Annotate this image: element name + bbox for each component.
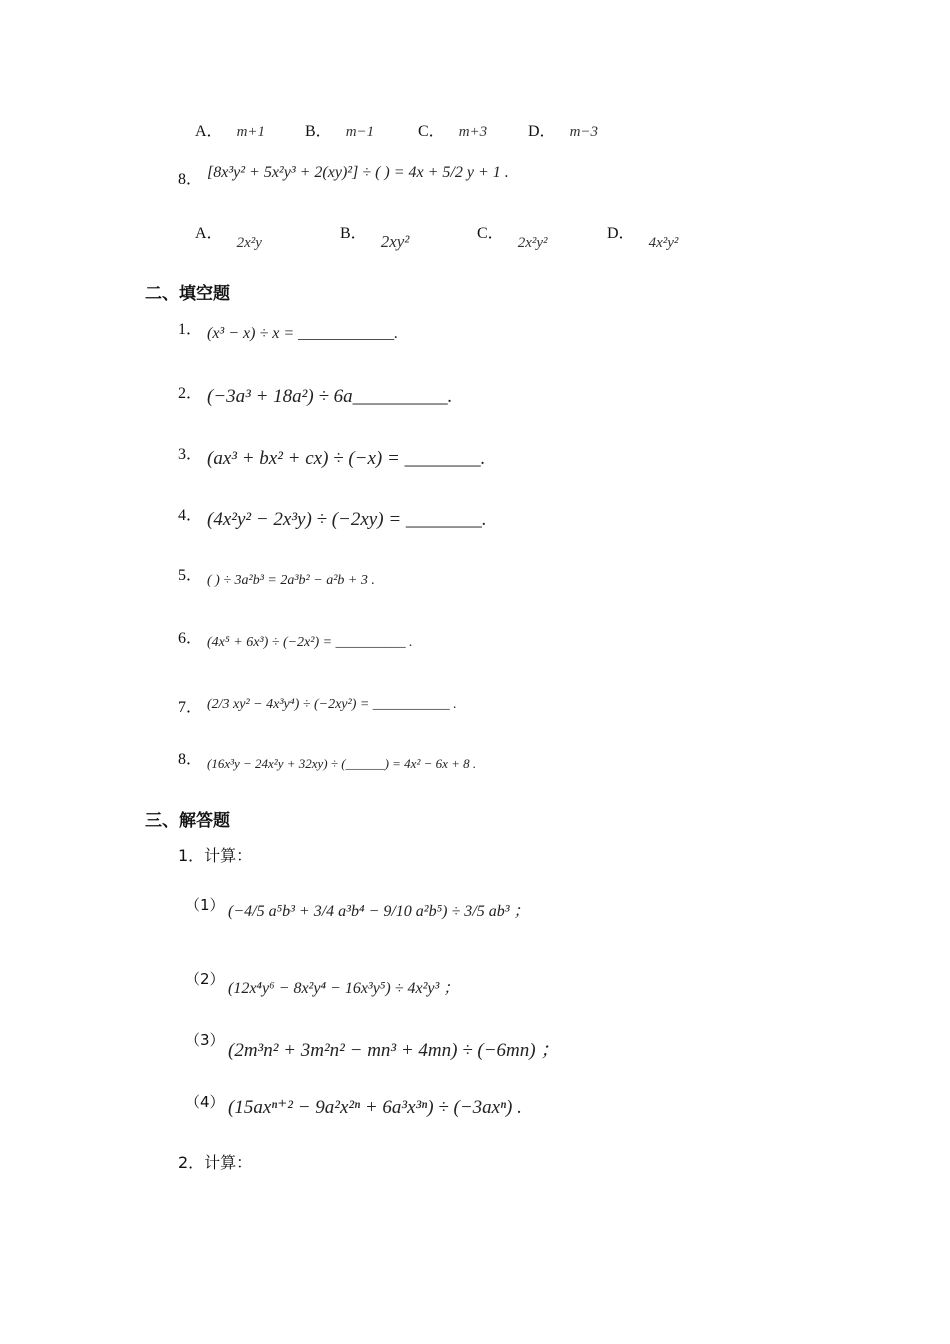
fill-q7-expression: (2/3 xy² − 4x³y⁴) ÷ (−2xy²) = ___________ . bbox=[207, 697, 457, 712]
fill-q1-number: 1． bbox=[178, 321, 203, 338]
calc-sub3-expression: (2m³n² + 3m²n² − mn³ + 4mn) ÷ (−6mn) ； bbox=[228, 1040, 560, 1061]
section3-title: 三、解答题 bbox=[145, 811, 230, 831]
q7-option-d[interactable] bbox=[528, 118, 598, 141]
fill-q3-number: 3． bbox=[178, 446, 203, 463]
option-letter: A． bbox=[195, 123, 223, 140]
q8-option-b[interactable] bbox=[340, 220, 410, 251]
option-value: 2x²y² bbox=[517, 235, 548, 251]
fill-q5-expression: ( ) ÷ 3a²b³ = 2a³b² − a²b + 3 . bbox=[207, 573, 375, 588]
option-value: m+3 bbox=[458, 124, 488, 140]
fill-q6-number: 6． bbox=[178, 630, 203, 647]
calc-sub3-label: （3） bbox=[185, 1031, 225, 1049]
q7-option-c[interactable] bbox=[418, 118, 487, 141]
q8-option-a[interactable] bbox=[195, 220, 262, 251]
option-letter: D． bbox=[607, 225, 635, 242]
option-value: m+1 bbox=[236, 124, 266, 140]
option-value: 4x²y² bbox=[648, 235, 679, 251]
section2-title: 二、填空题 bbox=[145, 284, 230, 304]
q8-option-d[interactable] bbox=[607, 220, 679, 251]
q8-number: 8． bbox=[178, 171, 203, 188]
fill-q4-number: 4． bbox=[178, 507, 203, 524]
option-value: 2x²y bbox=[236, 235, 262, 251]
fill-q2-expression: (−3a³ + 18a²) ÷ 6a__________. bbox=[207, 386, 453, 407]
fill-q3-expression: (ax³ + bx² + cx) ÷ (−x) = ________. bbox=[207, 448, 486, 469]
option-value: m−1 bbox=[345, 124, 375, 140]
fill-q1-expression: (x³ − x) ÷ x = ____________. bbox=[207, 325, 399, 342]
q8-option-c[interactable] bbox=[477, 220, 548, 251]
calc-sub2-label: （2） bbox=[185, 970, 225, 988]
option-letter: B． bbox=[305, 123, 332, 140]
q8-expression: [8x³y² + 5x²y³ + 2(xy)²] ÷ ( ) = 4x + 5/2 y + 1 . bbox=[207, 164, 509, 181]
fill-q8-number: 8． bbox=[178, 751, 203, 768]
calc-sub2-expression: (12x⁴y⁶ − 8x²y⁴ − 16x³y⁵) ÷ 4x²y³ ； bbox=[228, 980, 460, 997]
calc-sub1-expression: (−4/5 a⁵b³ + 3/4 a³b⁴ − 9/10 a²b⁵) ÷ 3/5 ab³ ； bbox=[228, 903, 530, 920]
option-letter: C． bbox=[477, 225, 504, 242]
option-value: 2xy² bbox=[380, 232, 410, 251]
option-letter: B． bbox=[340, 225, 367, 242]
fill-q6-expression: (4x⁵ + 6x³) ÷ (−2x²) = __________ . bbox=[207, 635, 413, 650]
calc-q1-label: 1．计算： bbox=[178, 846, 253, 865]
fill-q5-number: 5． bbox=[178, 567, 203, 584]
q7-option-a[interactable] bbox=[195, 118, 265, 141]
option-letter: A． bbox=[195, 225, 223, 242]
option-value: m−3 bbox=[569, 124, 599, 140]
fill-q8-expression: (16x³y − 24x²y + 32xy) ÷ (______) = 4x² − 6x + 8 . bbox=[207, 756, 477, 771]
calc-sub4-label: （4） bbox=[185, 1093, 225, 1111]
calc-sub4-expression: (15axⁿ⁺² − 9a²x²ⁿ + 6a³x³ⁿ) ÷ (−3axⁿ) . bbox=[228, 1097, 522, 1118]
fill-q4-expression: (4x²y² − 2x³y) ÷ (−2xy) = ________. bbox=[207, 509, 487, 530]
calc-sub1-label: （1） bbox=[185, 896, 225, 914]
fill-q2-number: 2． bbox=[178, 385, 203, 402]
calc-q2-label: 2．计算： bbox=[178, 1153, 253, 1172]
fill-q7-number: 7． bbox=[178, 699, 203, 716]
q7-option-b[interactable] bbox=[305, 118, 374, 141]
option-letter: D． bbox=[528, 123, 556, 140]
option-letter: C． bbox=[418, 123, 445, 140]
